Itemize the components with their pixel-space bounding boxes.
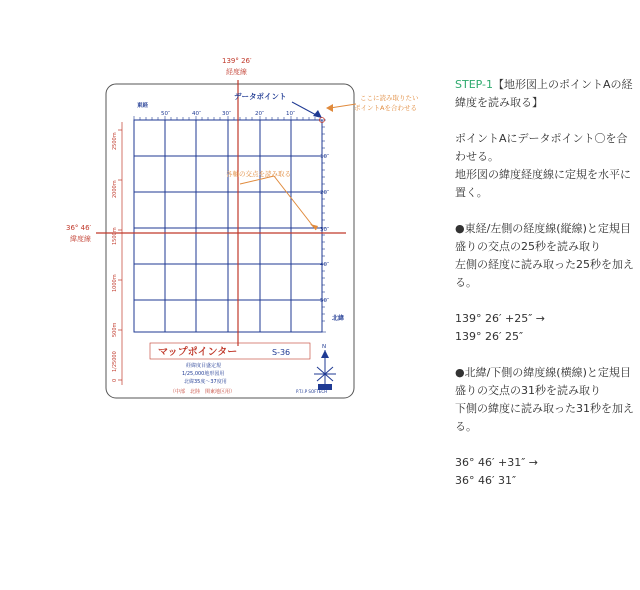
step-label: STEP-1 xyxy=(455,78,494,91)
left-scale-zero: 0 xyxy=(112,378,118,382)
top-scale-20: 20″ xyxy=(255,111,265,117)
corner-label: 東経 xyxy=(137,103,149,109)
left-scale-ruler xyxy=(118,122,122,385)
north-body: 下側の緯度に読み取った31秒を加える。 xyxy=(455,402,634,433)
instruction-panel xyxy=(455,76,635,490)
compass-north-letter: N xyxy=(322,344,327,350)
east-body: 左側の経度に読み取った25秒を加える。 xyxy=(455,258,634,289)
left-scale-1000: 1000m xyxy=(112,274,118,292)
callout-arrowhead xyxy=(326,104,333,112)
annotation-arrows xyxy=(240,104,356,230)
product-subtext-3: 北緯35度～37度用 xyxy=(184,379,227,385)
left-scale-ratio: 1/25000 xyxy=(112,351,118,372)
product-subtext-1: 経緯度目盛定規 xyxy=(186,363,222,369)
intersection-arrowhead xyxy=(310,224,318,230)
longitude-value-label: 139° 26′ xyxy=(222,57,252,65)
product-name: マップポインター xyxy=(158,347,238,358)
data-point-pointer xyxy=(292,102,318,116)
right-scale-10: 10″ xyxy=(320,154,330,160)
intersection-note: 各軸の交点を読み取る xyxy=(226,170,291,178)
east-calc-2: 139° 26′ 25″ xyxy=(455,330,524,343)
left-scale-500: 500m xyxy=(112,322,118,337)
left-scale-labels xyxy=(112,132,118,382)
north-calc-1: 36° 46′ +31″ → xyxy=(455,456,539,469)
callout-text-line2: ポイントAを合わせる xyxy=(354,104,417,112)
right-scale-labels xyxy=(320,154,329,304)
compass-arrow xyxy=(321,350,329,358)
intro-line-1: ポイントAにデータポイント〇を合わせる。 xyxy=(455,132,628,163)
ruler-grid xyxy=(134,120,322,332)
right-scale-50: 50″ xyxy=(320,298,330,304)
east-calc-1: 139° 26′ +25″ → xyxy=(455,312,546,325)
intro-line-2: 地形図の緯度経度線に定規を水平に置く。 xyxy=(455,168,631,199)
data-point-label: データポイント xyxy=(234,92,287,101)
north-heading: ●北緯/下側の緯度線(横線)と定規目盛りの交点の31秒を読み取り xyxy=(455,366,631,397)
top-scale-labels xyxy=(161,111,295,117)
left-scale-2500: 2500m xyxy=(112,132,118,150)
left-scale-2000: 2000m xyxy=(112,180,118,198)
top-scale-50: 50″ xyxy=(161,111,171,117)
left-scale-1500: 1500m xyxy=(112,227,118,245)
right-scale-30: 30″ xyxy=(320,227,330,233)
top-scale-40: 40″ xyxy=(192,111,202,117)
region-label: （中部 北陸 関東地区用） xyxy=(170,389,236,395)
maker-label: P.T.I.P SOFTECH xyxy=(296,389,328,394)
product-subtext-2: 1/25,000地形図用 xyxy=(182,371,225,377)
north-calc-2: 36° 46′ 31″ xyxy=(455,474,517,487)
step-heading xyxy=(455,76,635,112)
step-title: 【地形図上のポイントAの経緯度を読み取る】 xyxy=(455,78,633,109)
latitude-caption: 緯度線 xyxy=(70,235,91,243)
longitude-caption: 経度線 xyxy=(226,68,247,76)
north-latitude-label: 北緯 xyxy=(332,315,345,322)
top-scale-10: 10″ xyxy=(286,111,296,117)
right-scale-40: 40″ xyxy=(320,262,330,268)
product-model: S-36 xyxy=(272,348,291,357)
top-scale-30: 30″ xyxy=(222,111,232,117)
latitude-value-label: 36° 46′ xyxy=(66,224,92,232)
callout-text-line1: ここに読み取りたい xyxy=(360,94,419,102)
east-heading: ●東経/左側の経度線(縦線)と定規目盛りの交点の25秒を読み取り xyxy=(455,222,631,253)
right-scale-20: 20″ xyxy=(320,190,330,196)
